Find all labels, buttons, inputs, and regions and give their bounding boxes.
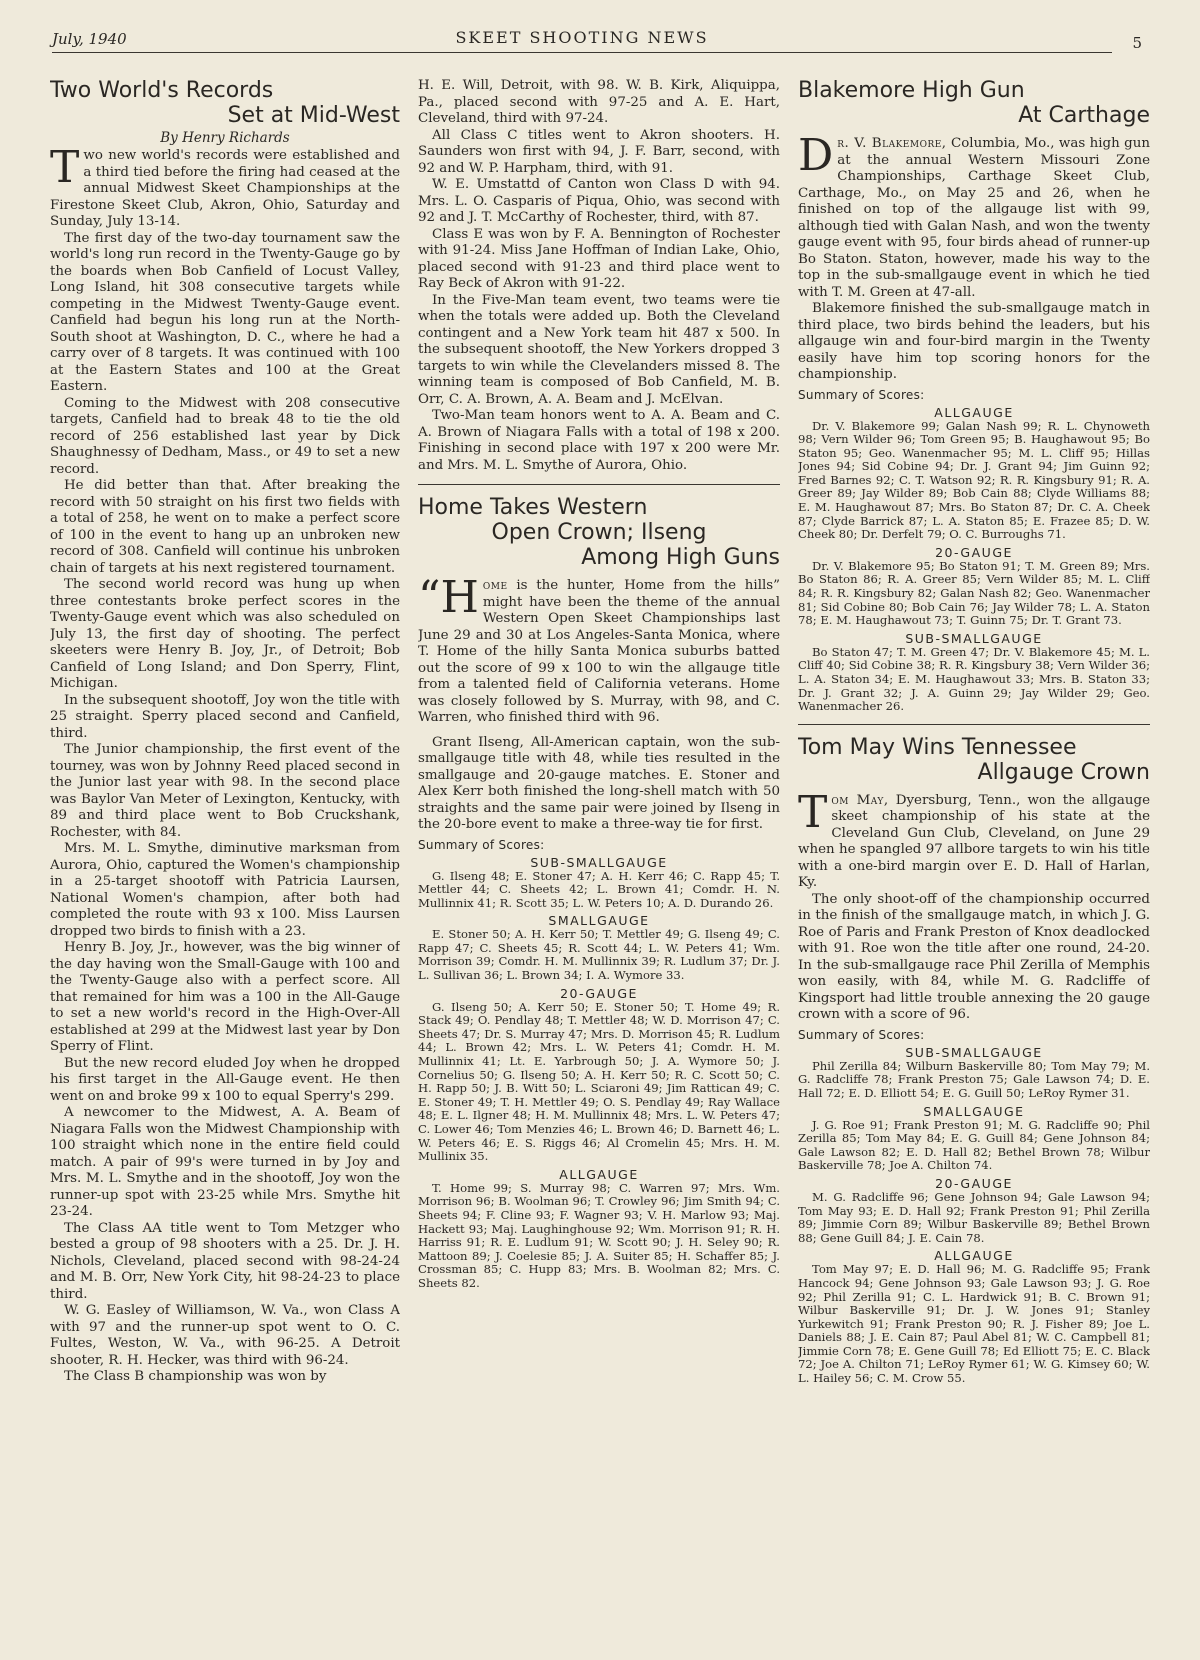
article-paragraph: Henry B. Joy, Jr., however, was the big winner of the day having won the Small-Gauge with 100 and the Twenty-Gauge also with a perfect score. All that remained for him was a 100 in the All-Gauge to set a new world's record in the High-Over-All established at 299 at the Midwest last year by Don Sperry of Flint. [50,940,400,1054]
headline-line-1: Blakemore High Gun [798,78,1025,103]
headline-line-1: Two World's Records [50,78,274,103]
summary-label: Summary of Scores: [798,387,925,402]
article-paragraph: Two-Man team honors went to A. A. Beam and C. A. Brown of Niagara Falls with a total of 198 x 200. Finishing in second place with 197 x 200 were Mr. and Mrs. M. L. Smythe of Aurora, Ohio. [418,408,780,473]
score-list: G. Ilseng 48; E. Stoner 47; A. H. Kerr 46; C. Rapp 45; T. Mettler 44; C. Sheets 42; L. Brown 41; Comdr. H. N. Mullinnix 41; R. Scott 35; L. W. Peters 10; A. D. Durando 26. [418,868,780,910]
article-paragraph: Mrs. M. L. Smythe, diminutive marksman from Aurora, Ohio, captured the Women's championship in a 25-target shootoff with Patricia Laursen, National Women's champion, after both had completed the route with 93 x 100. Miss Laursen dropped two birds to finish with a 23. [50,841,400,939]
article-paragraph: Dr. V. Blakemore, Columbia, Mo., was high gun at the annual Western Missouri Zone Championships, Carthage Skeet Club, Carthage, Mo., on May 25 and 26, when he finished on top of the allgauge list with 99, although tied with Galan Nash, and won the twenty gauge event with 95, four birds ahead of runner-up Bo Staton. Staton, however, made his way to the top in the sub-smallgauge event in which he tied with T. M. Green at 47-all. [798,130,1150,300]
score-list: M. G. Radcliffe 96; Gene Johnson 94; Gale Lawson 94; Tom May 93; E. D. Hall 92; Frank Preston 91; Phil Zerilla 89; Jimmie Corn 89; Wilbur Baskerville 89; Bethel Brown 88; Gene Guill 84; J. E. Cain 78. [798,1189,1150,1245]
column-2 [418,78,780,1291]
divider [798,724,1150,725]
score-list: J. G. Roe 91; Frank Preston 91; M. G. Radcliffe 90; Phil Zerilla 85; Tom May 84; E. G. Guill 84; Gene Johnson 84; Gale Lawson 82; E. D. Hall 82; Bethel Brown 78; Wilbur Baskerville 78; Joe A. Chilton 74. [798,1117,1150,1173]
summary-label: Summary of Scores: [418,837,545,852]
score-category-title: 20-GAUGE [560,985,638,1001]
score-category-title: ALLGAUGE [934,404,1014,420]
article-paragraph: “Home is the hunter, Home from the hills” might have been the theme of the annual Western Open Skeet Championships last June 29 and 30 at Los Angeles-Santa Monica, where T. Home of the hilly Santa Monica suburbs batted out the score of 99 x 100 to win the allgauge title from a talented field of California veterans. Home was closely followed by S. Murray, with 98, and C. Warren, who finished third with 96. [418,572,780,725]
score-category-title: SUB-SMALLGAUGE [905,630,1043,646]
issue-date: July, 1940 [52,30,127,48]
article-paragraph: The only shoot-off of the championship occurred in the finish of the smallgauge match, in which J. G. Roe of Paris and Frank Preston of Knox deadlocked with 91. Roe won the title after one round, 24-20. In the sub-smallgauge race Phil Zerilla of Memphis won easily, with 84, while M. G. Radcliffe of Kingsport had little trouble annexing the 20 gauge crown with a score of 96. [798,891,1150,1023]
article-tom-may-tennessee [798,735,1150,1386]
drop-cap: T [798,786,828,838]
article-paragraph: The first day of the two-day tournament saw the world's long run record in the Twenty-Gauge go by the boards when Bob Canfield of Locust Valley, Long Island, hit 308 consecutive targets while competing in the Midwest Twenty-Gauge event. Canfield had begun his long run at the North-South shoot at Washington, D. C., where he had a carry over of 8 targets. It was continued with 100 at the Eastern States and 100 at the Great Eastern. [50,230,400,394]
score-list: T. Home 99; S. Murray 98; C. Warren 97; Mrs. Wm. Morrison 96; B. Woolman 96; T. Crowley 96; Jim Smith 94; C. Sheets 94; F. Cline 93; F. Wagner 93; V. H. Marlow 93; Maj. Hackett 93; Maj. Laughinghouse 92; Wm. Morrison 91; R. H. Harriss 91; R. E. Ludlum 91; W. Scott 90; J. H. Seley 90; R. Mattoon 89; J. Coelesie 85; J. A. Suiter 85; H. Schaffer 85; J. Crossman 85; C. Hupp 83; Mrs. B. Woolman 82; Mrs. C. Sheets 82. [418,1180,780,1290]
headline-line-3: Among High Guns [581,545,780,570]
headline-line-2: Open Crown; Ilseng [491,520,707,545]
article-paragraph: A newcomer to the Midwest, A. A. Beam of Niagara Falls won the Midwest Championship with 100 straight which none in the entire field could match. A pair of 99's were turned in by Joy and Mrs. M. L. Smythe and in the shootoff, Joy won the runner-up spot with 23-25 while Mrs. Smythe hit 23-24. [50,1105,400,1219]
score-category-title: SUB-SMALLGAUGE [905,1044,1043,1060]
score-category-title: 20-GAUGE [935,1175,1013,1191]
score-list: Bo Staton 47; T. M. Green 47; Dr. V. Blakemore 45; M. L. Cliff 40; Sid Cobine 38; R. R. Kingsbury 38; Vern Wilder 36; L. A. Staton 34; E. M. Haughawout 33; Mrs. B. Staton 33; Dr. J. Grant 32; J. A. Guinn 29; Jay Wilder 29; Geo. Wanenmacher 26. [798,644,1150,714]
score-list: Phil Zerilla 84; Wilburn Baskerville 80; Tom May 79; M. G. Radcliffe 78; Frank Preston 75; Gale Lawson 74; D. E. Hall 72; E. D. Elliott 54; E. G. Guill 50; LeRoy Rymer 31. [798,1058,1150,1100]
page-number: 5 [1132,34,1142,52]
article-paragraph: H. E. Will, Detroit, with 98. W. B. Kirk, Aliquippa, Pa., placed second with 97-25 and A. E. Hart, Cleveland, third with 97-24. [418,78,780,126]
byline: By Henry Richards [160,130,290,146]
article-paragraph: But the new record eluded Joy when he dropped his first target in the All-Gauge event. He then went on and broke 99 x 100 to equal Sperry's 299. [50,1055,400,1104]
article-paragraph: Class E was won by F. A. Bennington of Rochester with 91-24. Miss Jane Hoffman of Indian Lake, Ohio, placed second with 91-23 and third place went to Ray Beck of Akron with 91-22. [418,226,780,291]
score-category-title: SMALLGAUGE [923,1103,1025,1119]
article-paragraph: The Junior championship, the first event of the tourney, was won by Johnny Reed placed second in the Junior last year with 98. In the second place was Baylor Van Meter of Lexington, Kentucky, with 89 and third place went to Bob Cruckshank, Rochester, with 84. [50,742,400,840]
score-category-title: SMALLGAUGE [548,913,650,929]
article-paragraph: The Class AA title went to Tom Metzger who bested a group of 98 shooters with a 25. Dr. J. H. Nichols, Cleveland, placed second with 98-24-24 and M. B. Orr, New York City, hit 98-24-23 to place third. [50,1220,400,1302]
headline-line-2: Allgauge Crown [977,759,1150,785]
publication-title: SKEET SHOOTING NEWS [455,28,709,47]
score-list: E. Stoner 50; A. H. Kerr 50; T. Mettler 49; G. Ilseng 49; C. Rapp 47; C. Sheets 45; R. Scott 44; L. W. Peters 41; Wm. Morrison 39; Comdr. H. M. Mullinnix 39; R. Ludlum 37; Dr. J. L. Sullivan 36; L. Brown 34; I. A. Wymore 33. [418,927,780,983]
summary-label: Summary of Scores: [798,1027,925,1042]
drop-cap: D [798,130,834,181]
article-paragraph: Tom May, Dyersburg, Tenn., won the allgauge skeet championship of his state at the Cleveland Gun Club, Cleveland, on June 29 when he spangled 97 allbore targets to win his title with a one-bird margin over E. D. Hall of Harlan, Ky. [798,786,1150,891]
article-paragraph: In the subsequent shootoff, Joy won the title with 25 straight. Sperry placed second and Canfield, third. [50,692,400,741]
score-category-title: ALLGAUGE [559,1166,639,1182]
article-paragraph: The second world record was hung up when three contestants broke perfect scores in the Twenty-Gauge event which was also scheduled on July 13, the first day of shooting. The perfect skeeters were Henry B. Joy, Jr., of Detroit; Bob Canfield of Long Island; and Don Sperry, Flint, Michigan. [50,577,400,691]
article-world-records-continued [418,78,780,474]
article-paragraph: W. G. Easley of Williamson, W. Va., won Class A with 97 and the runner-up spot went to O. C. Fultes, Weston, W. Va., with 96-25. A Detroit shooter, R. H. Hecker, was third with 96-24. [50,1303,400,1368]
score-category-title: SUB-SMALLGAUGE [530,854,668,870]
article-paragraph: All Class C titles went to Akron shooters. H. Saunders won first with 94, J. F. Barr, second, with 92 and W. P. Harpham, third, with 91. [418,127,780,176]
score-category-title: ALLGAUGE [934,1248,1014,1264]
article-paragraph: W. E. Umstattd of Canton won Class D with 94. Mrs. L. O. Casparis of Piqua, Ohio, was second with 92 and J. T. McCarthy of Rochester, third, with 87. [418,177,780,225]
article-paragraph: Two new world's records were established and a third tied before the firing had ceased at the annual Midwest Skeet Championships at the Firestone Skeet Club, Akron, Ohio, Saturday and Sunday, July 13-14. [50,142,400,229]
headline-line-1: Home Takes Western [418,495,648,520]
article-paragraph: In the Five-Man team event, two teams were tie when the totals were added up. Both the Cleveland contingent and a New York team hit 487 x 500. In the subsequent shootoff, the New Yorkers dropped 3 targets to win while the Clevelanders missed 8. The winning team is composed of Bob Canfield, M. B. Orr, C. A. Brown, A. A. Beam and J. McElvan. [418,292,780,407]
score-list: G. Ilseng 50; A. Kerr 50; E. Stoner 50; T. Home 49; R. Stack 49; O. Pendlay 48; T. Mettler 48; W. D. Morrison 47; C. Sheets 47; Dr. S. Murray 47; Mrs. D. Morrison 45; R. Ludlum 44; L. Brown 42; Mrs. L. W. Peters 41; Comdr. H. M. Mullinnix 41; Lt. E. Yarbrough 50; J. A. Wymore 50; J. Cornelius 50; G. Ilseng 50; A. H. Kerr 50; R. C. Scott 50; C. H. Rapp 50; J. B. Witt 50; L. Sciaroni 49; Jim Rattican 49; C. E. Stoner 49; T. H. Mettler 49; O. S. Pendlay 49; Ray Wallace 48; E. L. Ilgner 48; H. M. Mullinnix 48; Mrs. L. W. Peters 47; C. Lower 46; Tom Menzies 46; L. Brown 46; D. Barnett 46; L. W. Peters 46; E. S. Riggs 46; Al Cromelin 45; Mrs. H. M. Mullinix 35. [418,999,780,1164]
running-head [52,26,1142,53]
headline-line-1: Tom May Wins Tennessee [798,734,1077,760]
score-list: Dr. V. Blakemore 95; Bo Staton 91; T. M. Green 89; Mrs. Bo Staton 86; R. A. Greer 85; Vern Wilder 85; M. L. Cliff 84; R. R. Kingsbury 82; Galan Nash 82; Geo. Wanenmacher 81; Sid Cobine 80; Bob Cain 76; Jay Wilder 78; L. A. Staton 78; E. M. Haughawout 73; T. Guinn 75; Dr. T. Grant 73. [798,558,1150,628]
article-paragraph: Blakemore finished the sub-smallgauge match in third place, two birds behind the leaders, but his allgauge win and four-bird margin in the Twenty easily have him top scoring honors for the championship. [798,301,1150,382]
drop-cap: T [50,142,80,193]
column-1 [50,78,400,1386]
article-blakemore-carthage [798,78,1150,714]
column-3 [798,78,1150,1386]
score-list: Tom May 97; E. D. Hall 96; M. G. Radcliffe 95; Frank Hancock 94; Gene Johnson 93; Gale Lawson 93; J. G. Roe 92; Phil Zerilla 91; C. L. Hardwick 91; B. C. Brown 91; Wilbur Baskerville 91; Dr. J. W. Jones 91; Stanley Yurkewitch 91; Frank Preston 90; R. J. Fisher 89; Joe L. Daniels 88; J. E. Cain 87; Paul Abel 81; W. C. Campbell 81; Jimmie Corn 78; E. Gene Guill 78; Ed Elliott 75; E. C. Black 72; Joe A. Chilton 71; LeRoy Rymer 61; W. G. Kimsey 60; W. L. Hailey 56; C. M. Crow 55. [798,1262,1150,1386]
score-category-title: 20-GAUGE [935,544,1013,560]
headline-line-2: At Carthage [1018,103,1150,128]
divider [418,484,780,485]
article-world-records [50,78,400,1386]
article-paragraph: The Class B championship was won by [64,1369,327,1384]
score-list: Dr. V. Blakemore 99; Galan Nash 99; R. L. Chynoweth 98; Vern Wilder 96; Tom Green 95; B. Haughawout 95; Bo Staton 95; Geo. Wanenmacher 95; M. L. Cliff 95; Hillas Jones 94; Sid Cobine 94; Dr. J. Grant 94; Jim Guinn 92; Fred Barnes 92; C. T. Watson 92; R. R. Kingsbury 91; R. A. Greer 89; Jay Wilder 89; Bob Cain 88; Clyde Williams 88; E. M. Haughawout 87; Mrs. Bo Staton 87; Dr. C. A. Cheek 87; Clyde Barrick 87; L. A. Staton 85; E. Frazee 85; D. W. Cheek 80; Dr. Derfelt 79; O. C. Burroughs 71. [798,418,1150,542]
drop-cap: “H [418,572,479,623]
headline-line-2: Set at Mid-West [227,103,400,128]
article-paragraph: Grant Ilseng, All-American captain, won the sub-smallgauge title with 48, while ties resulted in the smallgauge and 20-gauge matches. E. Stoner and Alex Kerr both finished the long-shell match with 50 straights and the same pair were joined by Ilseng in the 20-bore event to make a three-way tie for first. [418,734,780,832]
article-paragraph: He did better than that. After breaking the record with 50 straight on his first two fields with a total of 258, he went on to make a perfect score of 100 in the event to hang up an unbroken new record of 308. Canfield will continue his unbroken chain of targets at his next registered tournament. [50,478,400,576]
article-home-western-open [418,495,780,1291]
article-paragraph: Coming to the Midwest with 208 consecutive targets, Canfield had to break 48 to tie the old record of 256 established last year by Dick Shaughnessy of Dedham, Mass., or 49 to set a new record. [50,395,400,477]
